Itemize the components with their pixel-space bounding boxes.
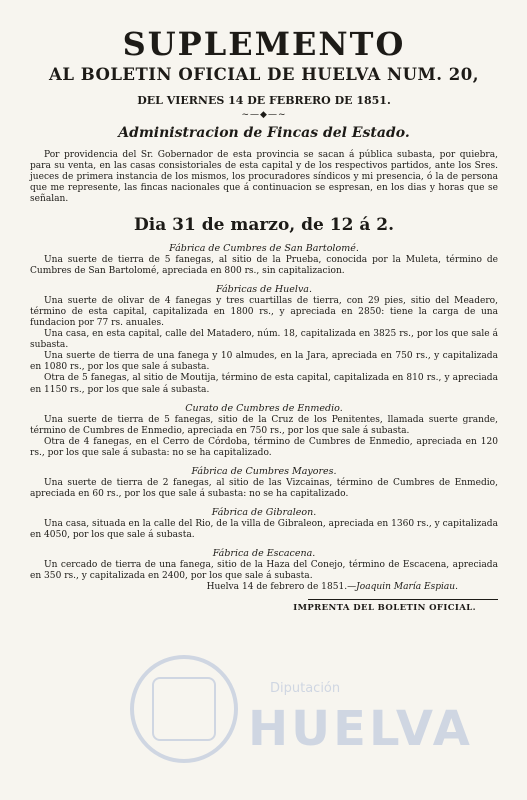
shield-watermark-icon [152, 677, 216, 741]
property-entry: Una suerte de tierra de 5 fanegas, al sitio de la Prueba, conocida por la Muleta, término de Cumbres de San Bartolomé, apreciada en 800 rs., sin capitalizacion. [30, 255, 498, 277]
footer-rule [308, 599, 498, 600]
property-entry: Otra de 5 fanegas, al sitio de Moutija, término de esta capital, capitalizada en 810 rs., y apreciada en 1150 rs., por los que sale á subasta. [30, 373, 498, 395]
section-heading: Fábrica de Gibraleon. [211, 506, 317, 518]
section-block [30, 547, 498, 582]
document-title: SUPLEMENTO [122, 25, 406, 63]
property-entry: Otra de 4 fanegas, en el Cerro de Córdoba, término de Cumbres de Enmedio, apreciada en 120 rs., por los que sale á subasta: no se ha capitalizado. [30, 436, 498, 458]
property-entry: Una suerte de tierra de 2 fanegas, al sitio de las Vizcainas, término de Cumbres de Enmedio, apreciada en 60 rs., por los que sale á subasta: no se ha capitalizado. [30, 477, 498, 499]
property-entry: Una suerte de tierra de 5 fanegas, sitio de la Cruz de los Penitentes, llamada suerte grande, término de Cumbres de Enmedio, apreciada en 750 rs., por los que sale á subasta. [30, 414, 498, 436]
section-heading: Fábrica de Cumbres de San Bartolomé. [169, 243, 359, 255]
property-entry: Una casa, en esta capital, calle del Matadero, núm. 18, capitalizada en 3825 rs., por los que sale á subasta. [30, 329, 498, 351]
watermark-word: HUELVA [248, 701, 473, 757]
administration-heading: Administracion de Fincas del Estado. [118, 125, 410, 141]
section-block [30, 506, 498, 541]
ornament-divider-icon: ~—◆—~ [241, 110, 287, 120]
section-block [30, 465, 498, 500]
document-page [30, 26, 498, 613]
property-entry: Una casa, situada en la calle del Rio, de la villa de Gibraleon, apreciada en 1360 rs., y capitalizada en 4050, por los que sale á subasta. [30, 518, 498, 540]
signature-name: Joaquin María Espiau. [356, 581, 458, 592]
property-entry: Una suerte de olivar de 4 fanegas y tres cuartillas de tierra, con 29 pies, sitio del Meadero, término de esta capital, capitalizada en 1800 rs., y apreciada en 2850: tiene la carga de una fundacion por 77 rs. anuales. [30, 296, 498, 329]
property-entry: Una suerte de tierra de una fanega y 10 almudes, en la Jara, apreciada en 750 rs., y capitalizada en 1080 rs., por los que sale á subasta. [30, 351, 498, 373]
document-subtitle: AL BOLETIN OFICIAL DE HUELVA NUM. 20, [49, 65, 479, 84]
auction-date: Dia 31 de marzo, de 12 á 2. [134, 215, 394, 236]
watermark-top-text: Diputación [270, 681, 341, 696]
seal-watermark-icon [130, 655, 238, 763]
sections-container [30, 242, 498, 582]
section-block [30, 283, 498, 395]
issue-dateline: DEL VIERNES 14 DE FEBRERO DE 1851. [137, 94, 391, 107]
signature-line [30, 582, 498, 593]
property-entry: Un cercado de tierra de una fanega, sitio de la Haza del Conejo, término de Escacena, apreciada en 350 rs., y capitalizada en 2400, por los que sale á subasta. [30, 559, 498, 581]
signature-place-date: Huelva 14 de febrero de 1851.— [206, 581, 357, 592]
archive-watermark [130, 655, 490, 765]
intro-paragraph: Por providencia del Sr. Gobernador de esta provincia se sacan á pública subasta, por quiebra, para su venta, en las casas consistoriales de esta capital y de los respectivos partidos, ante los Sres. jueces de primera instancia de los mismos, los procuradores síndicos y mi presencia, ó la de persona que me represente, las fincas nacionales que á continuacion se espresan, en los dias y horas que se señalan. [30, 150, 498, 205]
section-block [30, 242, 498, 277]
section-heading: Fábrica de Escacena. [212, 547, 316, 559]
section-heading: Fábrica de Cumbres Mayores. [191, 465, 337, 477]
section-heading: Fábricas de Huelva. [216, 284, 312, 296]
section-block [30, 402, 498, 459]
section-heading: Curato de Cumbres de Enmedio. [185, 402, 343, 414]
printer-imprint: IMPRENTA DEL BOLETIN OFICIAL. [293, 602, 476, 613]
